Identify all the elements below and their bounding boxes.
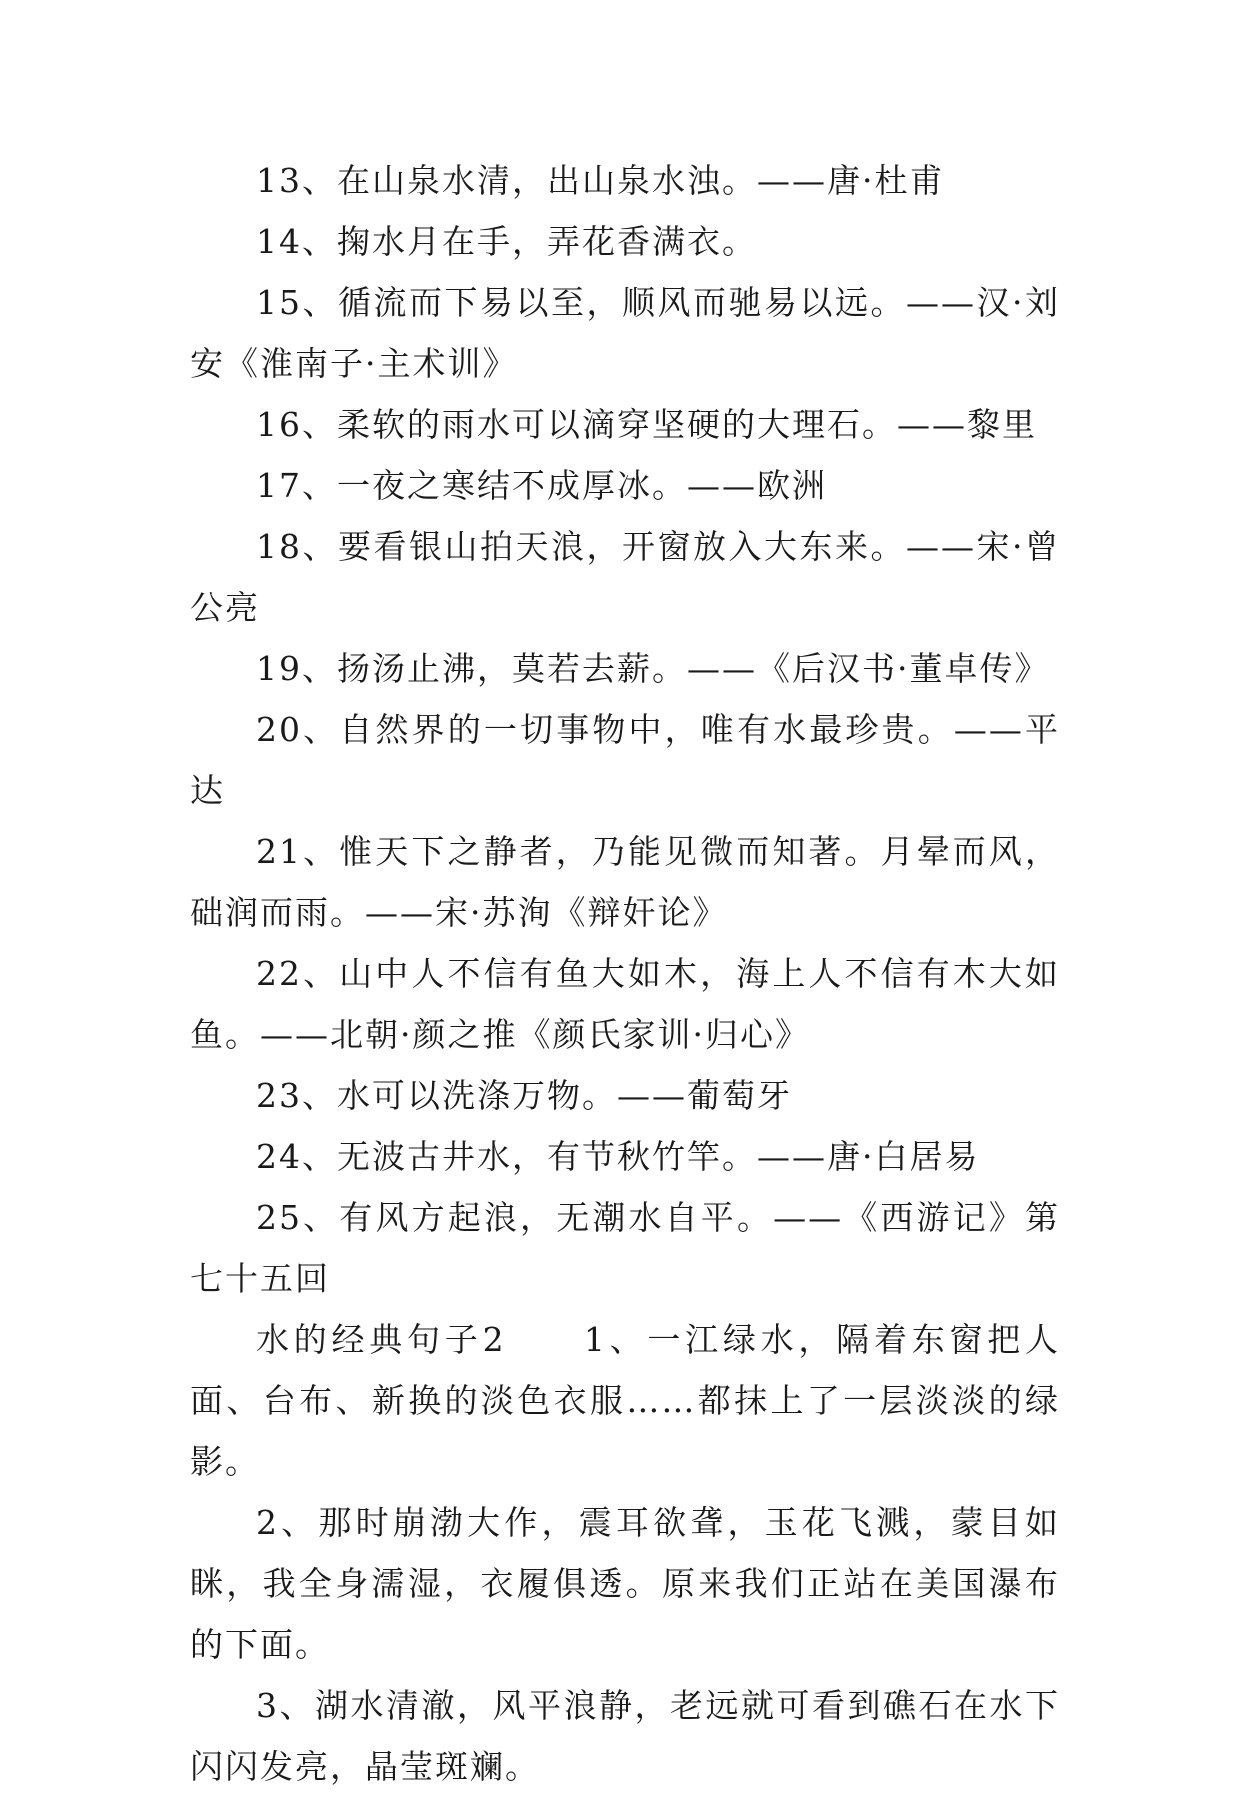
paragraph-15: 15、循流而下易以至，顺风而驰易以远。——汉·刘安《淮南子·主术训》	[190, 283, 1060, 383]
paragraph-22: 22、山中人不信有鱼大如木，海上人不信有木大如鱼。——北朝·颜之推《颜氏家训·归心》	[190, 954, 1060, 1054]
section-2-paragraph-2: 2、那时崩渤大作，震耳欲聋，玉花飞溅，蒙目如眯，我全身濡湿，衣履俱透。原来我们正站在美国瀑布的下面。	[190, 1503, 1060, 1664]
paragraph-13: 13、在山泉水清，出山泉水浊。——唐·杜甫	[256, 161, 945, 200]
paragraph-19: 19、扬汤止沸，莫若去薪。——《后汉书·董卓传》	[256, 649, 1050, 688]
paragraph-25: 25、有风方起浪，无潮水自平。——《西游记》第七十五回	[190, 1198, 1060, 1298]
paragraph-21: 21、惟天下之静者，乃能见微而知著。月晕而风，础润而雨。——宋·苏洵《辩奸论》	[190, 832, 1060, 932]
paragraph-16: 16、柔软的雨水可以滴穿坚硬的大理石。——黎里	[256, 405, 1037, 444]
paragraph-23: 23、水可以洗涤万物。——葡萄牙	[256, 1076, 792, 1115]
paragraph-17: 17、一夜之寒结不成厚冰。——欧洲	[256, 466, 827, 505]
paragraph-20: 20、自然界的一切事物中，唯有水最珍贵。——平达	[190, 710, 1060, 810]
section-2-paragraph-1: 水的经典句子2 1、一江绿水，隔着东窗把人面、台布、新换的淡色衣服……都抹上了一层淡淡的绿影。	[190, 1320, 1060, 1481]
section-2-paragraph-3: 3、湖水清澈，风平浪静，老远就可看到礁石在水下闪闪发亮，晶莹斑斓。	[190, 1686, 1060, 1786]
paragraph-18: 18、要看银山拍天浪，开窗放入大东来。——宋·曾公亮	[190, 527, 1060, 627]
paragraph-14: 14、掬水月在手，弄花香满衣。	[256, 222, 757, 261]
document-body	[190, 150, 1060, 1797]
paragraph-24: 24、无波古井水，有节秋竹竿。——唐·白居易	[256, 1137, 980, 1176]
